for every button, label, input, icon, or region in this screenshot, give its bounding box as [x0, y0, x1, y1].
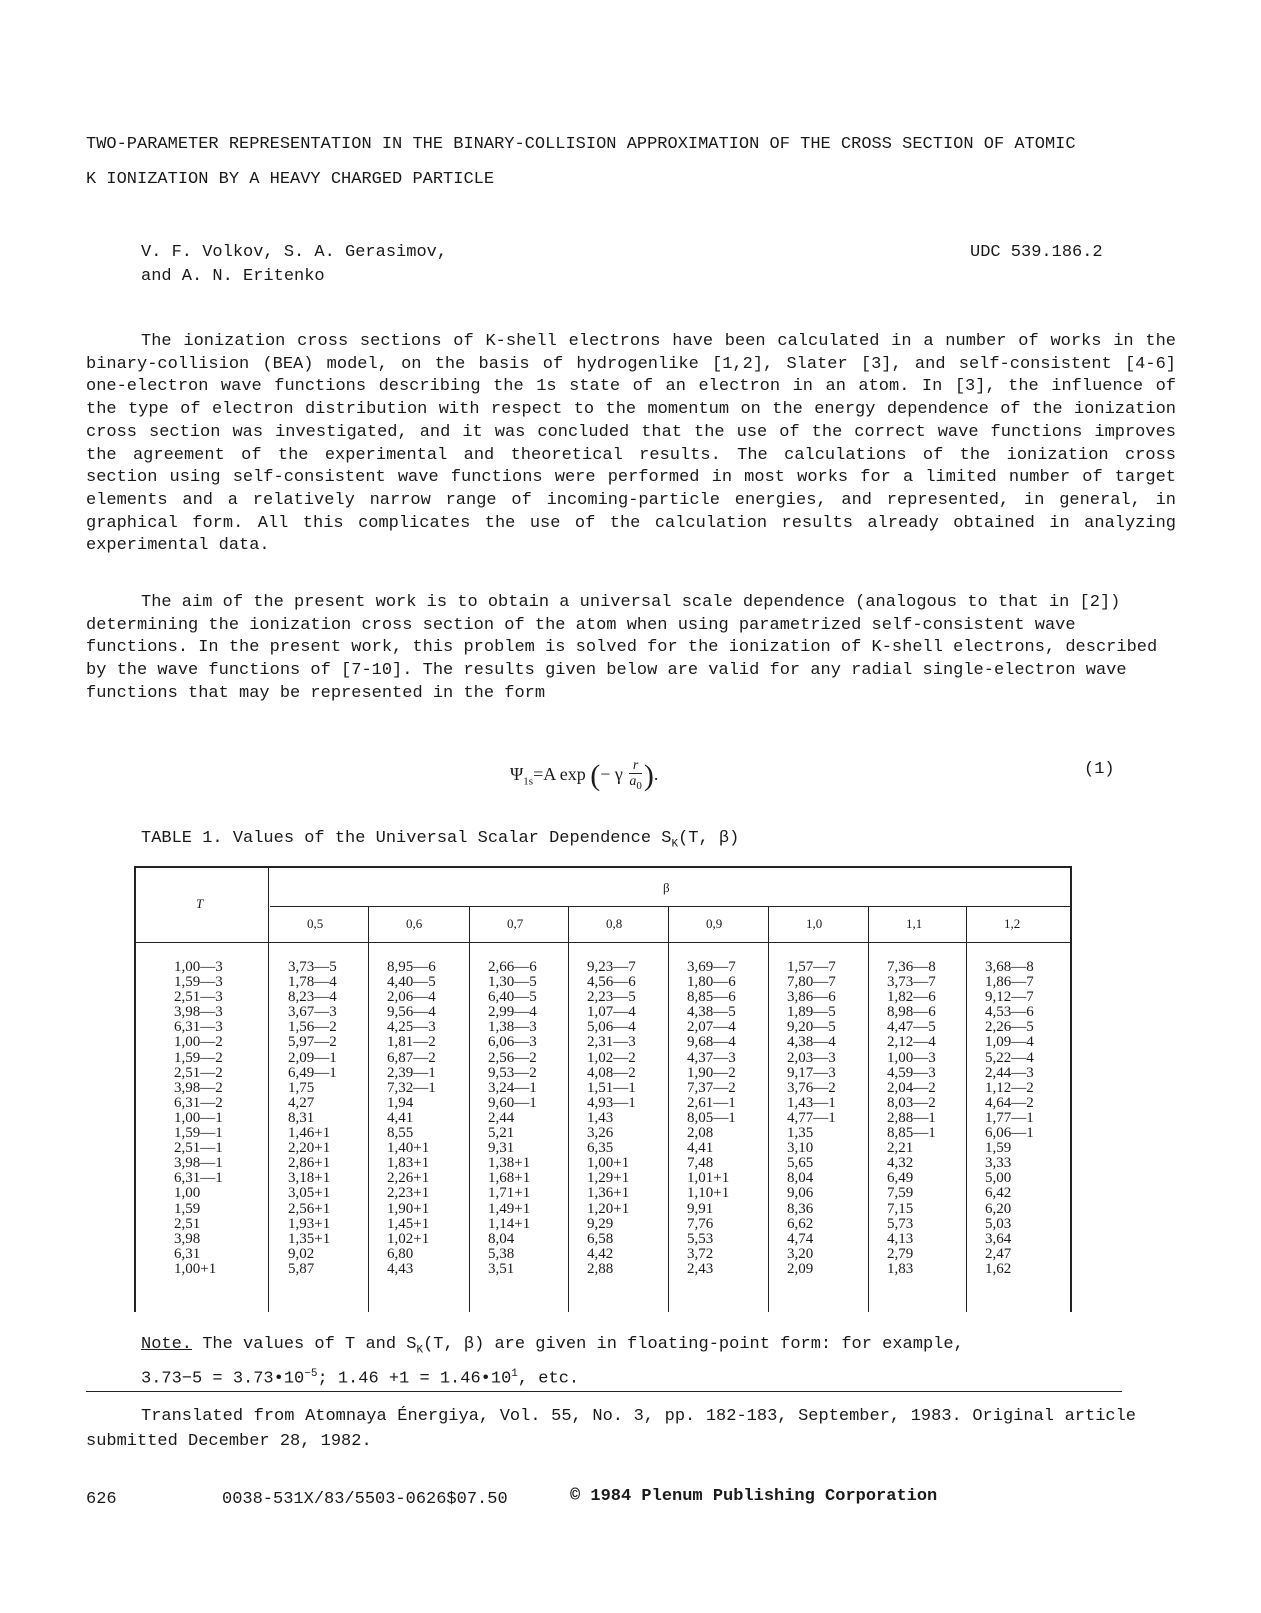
table-cell: 2,61—1 [687, 1094, 736, 1111]
table-cell: 4,38—4 [787, 1034, 836, 1051]
table-cell: 8,98—6 [887, 1004, 936, 1021]
column-divider [568, 906, 569, 1312]
t-value-7: 2,51—2 [174, 1064, 223, 1081]
table-cell: 6,35 [587, 1140, 614, 1157]
table-cell: 1,35+1 [288, 1230, 331, 1247]
table-hline-beta [270, 906, 1070, 907]
table-cell: 4,42 [587, 1245, 614, 1262]
eq-fraction [629, 758, 642, 794]
t-value-17: 2,51 [174, 1215, 201, 1232]
table-cell: 1,59 [985, 1140, 1012, 1157]
table-cell: 1,46+1 [288, 1125, 331, 1142]
table-cell: 9,06 [787, 1185, 814, 1202]
table-cell: 1,90—2 [687, 1064, 736, 1081]
table-hline-header [136, 942, 1070, 943]
table-cell: 9,56—4 [387, 1004, 436, 1021]
authors [141, 241, 447, 289]
table-cell: 2,09—1 [288, 1049, 337, 1066]
table-cell: 3,64 [985, 1230, 1012, 1247]
column-divider [868, 906, 869, 1312]
table-cell: 5,00 [985, 1170, 1012, 1187]
row-header-t: T [196, 896, 204, 911]
table-cell: 4,38—5 [687, 1004, 736, 1021]
table-cell: 5,03 [985, 1215, 1012, 1232]
t-value-14: 6,31—1 [174, 1170, 223, 1187]
table-caption [141, 829, 739, 850]
table-cell: 3,05+1 [288, 1185, 331, 1202]
group-header-beta: β [663, 880, 670, 895]
table-cell: 8,85—6 [687, 989, 736, 1006]
table-cell: 2,47 [985, 1245, 1012, 1262]
udc-code: UDC 539.186.2 [970, 243, 1103, 262]
eq-open-paren: ( [590, 758, 601, 792]
t-value-3: 3,98—3 [174, 1004, 223, 1021]
table-cell: 5,73 [887, 1215, 914, 1232]
table-cell: 5,22—4 [985, 1049, 1034, 1066]
table-cell: 6,06—1 [985, 1125, 1034, 1142]
note-example-2: ; 1.46 +1 = 1.46•10 [317, 1370, 512, 1390]
note-text-1: The values of T and S [192, 1335, 417, 1354]
table-cell: 9,60—1 [488, 1094, 537, 1111]
column-t-values [174, 960, 223, 1277]
table-cell: 3,72 [687, 1245, 714, 1262]
table-cell: 7,48 [687, 1155, 714, 1172]
article-title: TWO-PARAMETER REPRESENTATION IN THE BINARY-COLLISION APPROXIMATION OF THE CROSS SECTION OF ATOMIC K IONIZATION BY A HEAVY CHARGED PARTICLE [86, 135, 1076, 189]
table-cell: 1,57—7 [787, 959, 836, 975]
table-cell: 2,26—5 [985, 1019, 1034, 1036]
table-cell: 2,06—4 [387, 989, 436, 1006]
column-divider [368, 906, 369, 1312]
t-value-11: 1,59—1 [174, 1125, 223, 1142]
table-cell: 3,33 [985, 1155, 1012, 1172]
table-cell: 4,27 [288, 1094, 315, 1111]
t-value-12: 2,51—1 [174, 1140, 223, 1157]
table-cell: 1,80—6 [687, 974, 736, 991]
table-cell: 1,45+1 [387, 1215, 430, 1232]
table-cell: 9,20—5 [787, 1019, 836, 1036]
table-divider-t [268, 868, 269, 1312]
t-value-8: 3,98—2 [174, 1079, 223, 1096]
table-cell: 2,08 [687, 1125, 714, 1142]
table-cell: 3,67—3 [288, 1004, 337, 1021]
table-cell: 5,65 [787, 1155, 814, 1172]
column-header-beta-6: 1,1 [906, 916, 923, 931]
table-cell: 1,68+1 [488, 1170, 531, 1187]
column-header-beta-1: 0,6 [406, 916, 423, 931]
table-cell: 1,43 [587, 1109, 614, 1126]
table-cell: 1,43—1 [787, 1094, 836, 1111]
eq-denominator [629, 774, 642, 794]
paragraph-2-text: The aim of the present work is to obtain a universal scale dependence (analogous to that in [2]) determining the ionization cross section of the atom when using parametrized self-consistent wave functions. In the present work, this problem is solved for the ionization of K-shell electrons, described by the wave functions of [7-10]. The results given below are valid for any radial single-electron wave functions that may be represented in the form [86, 593, 1158, 703]
table-cell: 2,09 [787, 1260, 814, 1277]
table-cell: 6,40—5 [488, 989, 537, 1006]
t-value-10: 1,00—1 [174, 1109, 223, 1126]
table-cell: 1,62 [985, 1260, 1012, 1277]
table-cell: 8,55 [387, 1125, 414, 1142]
column-header-beta-2: 0,7 [507, 916, 524, 931]
table-cell: 2,07—4 [687, 1019, 736, 1036]
table-cell: 1,38+1 [488, 1155, 531, 1172]
table-cell: 1,30—5 [488, 974, 537, 991]
table-cell: 4,13 [887, 1230, 914, 1247]
table-cell: 4,56—6 [587, 974, 636, 991]
eq-psi: Ψ [510, 764, 524, 785]
note-line-2 [141, 1362, 1101, 1392]
table-cell: 5,21 [488, 1125, 515, 1142]
table-cell: 7,36—8 [887, 959, 936, 975]
table-cell: 8,36 [787, 1200, 814, 1217]
table-cell: 3,10 [787, 1140, 814, 1157]
table-cell: 2,26+1 [387, 1170, 430, 1187]
note-example-1-sup: −5 [304, 1368, 318, 1381]
table-cell: 4,77—1 [787, 1109, 836, 1126]
t-value-16: 1,59 [174, 1200, 201, 1217]
footnote-separator [86, 1391, 1122, 1392]
table-cell: 8,23—4 [288, 989, 337, 1006]
column-values-1 [387, 960, 436, 1277]
table-cell: 1,75 [288, 1079, 315, 1096]
table-cell: 1,35 [787, 1125, 814, 1142]
table-cell: 8,85—1 [887, 1125, 936, 1142]
table-cell: 1,29+1 [587, 1170, 630, 1187]
column-values-7 [985, 960, 1034, 1277]
table-cell: 6,87—2 [387, 1049, 436, 1066]
paragraph-1-text: The ionization cross sections of K-shell electrons have been calculated in a number of works in the binary-collision (BEA) model, on the basis of hydrogenlike [1,2], Slater [3], and self-consistent [4-6] one-electron wave functions describing the 1s state of an electron in an atom. In [3], the influence of the type of electron distribution with respect to the momentum on the energy dependence of the ionization cross section was investigated, and it was concluded that the use of the correct wave functions improves the agreement of the experimental and theoretical results. The calculations of the ionization cross section using self-consistent wave functions were performed in most works for a limited number of target elements and a relatively narrow range of incoming-particle energies, and represented, in general, in graphical form. All this complicates the use of the calculation results already obtained in analyzing experimental data. [86, 332, 1176, 556]
table-cell: 1,20+1 [587, 1200, 630, 1217]
table-cell: 6,80 [387, 1245, 414, 1262]
table-cell: 7,15 [887, 1200, 914, 1217]
table-cell: 2,03—3 [787, 1049, 836, 1066]
table-cell: 1,36+1 [587, 1185, 630, 1202]
note-line-1 [141, 1333, 1101, 1362]
table-cell: 3,69—7 [687, 959, 736, 975]
table-cell: 1,94 [387, 1094, 414, 1111]
table-cell: 2,44—3 [985, 1064, 1034, 1081]
table-cell: 1,02+1 [387, 1230, 430, 1247]
table-cell: 9,53—2 [488, 1064, 537, 1081]
table-cell: 3,86—6 [787, 989, 836, 1006]
table-cell: 6,58 [587, 1230, 614, 1247]
column-header-beta-5: 1,0 [806, 916, 823, 931]
paragraph-2 [86, 592, 1176, 706]
table-cell: 5,97—2 [288, 1034, 337, 1051]
table-cell: 4,59—3 [887, 1064, 936, 1081]
column-divider [469, 906, 470, 1312]
table-cell: 4,74 [787, 1230, 814, 1247]
note-example-2-sup: 1 [511, 1368, 518, 1381]
column-values-3 [587, 960, 636, 1277]
table-cell: 4,47—5 [887, 1019, 936, 1036]
table-cell: 1,09—4 [985, 1034, 1034, 1051]
column-header-beta-3: 0,8 [606, 916, 623, 931]
t-value-18: 3,98 [174, 1230, 201, 1247]
table-cell: 1,49+1 [488, 1200, 531, 1217]
table-cell: 9,29 [587, 1215, 614, 1232]
authors-line-1: V. F. Volkov, S. A. Gerasimov, [141, 243, 448, 262]
table-cell: 1,07—4 [587, 1004, 636, 1021]
table-cell: 6,42 [985, 1185, 1012, 1202]
table-cell: 4,40—5 [387, 974, 436, 991]
table-cell: 8,31 [288, 1109, 315, 1126]
table-cell: 2,88 [587, 1260, 614, 1277]
column-values-2 [488, 960, 537, 1277]
t-value-1: 1,59—3 [174, 974, 223, 991]
column-divider [768, 906, 769, 1312]
note-example-1: 3.73−5 = 3.73•10 [141, 1370, 305, 1390]
table-cell: 8,04 [787, 1170, 814, 1187]
translation-text: Translated from Atomnaya Énergiya, Vol. 55, No. 3, pp. 182-183, September, 1983. Original article submitted December 28, 1982. [86, 1407, 1136, 1451]
t-value-6: 1,59—2 [174, 1049, 223, 1066]
table-cell: 6,20 [985, 1200, 1012, 1217]
eq-psi-sub: 1s [523, 775, 534, 788]
column-values-6 [887, 960, 936, 1277]
table-cell: 1,51—1 [587, 1079, 636, 1096]
column-values-5 [787, 960, 836, 1277]
table-cell: 9,23—7 [587, 959, 636, 975]
table-cell: 2,43 [687, 1260, 714, 1277]
eq-den-sub: 0 [636, 779, 642, 792]
column-values-4 [687, 960, 736, 1277]
eq-close-paren: ) [643, 758, 654, 792]
table-cell: 4,32 [887, 1155, 914, 1172]
t-value-13: 3,98—1 [174, 1155, 223, 1172]
table-cell: 9,12—7 [985, 989, 1034, 1006]
table-cell: 6,49—1 [288, 1064, 337, 1081]
table-cell: 3,20 [787, 1245, 814, 1262]
table-cell: 7,59 [887, 1185, 914, 1202]
table-cell: 2,99—4 [488, 1004, 537, 1021]
equation-1 [510, 758, 658, 794]
table-cell: 2,66—6 [488, 959, 537, 975]
table-cell: 1,81—2 [387, 1034, 436, 1051]
table-cell: 2,31—3 [587, 1034, 636, 1051]
paragraph-1 [86, 331, 1176, 558]
t-value-19: 6,31 [174, 1245, 201, 1262]
table-cell: 1,40+1 [387, 1140, 430, 1157]
table-cell: 1,38—3 [488, 1019, 537, 1036]
column-header-beta-4: 0,9 [706, 916, 723, 931]
table-cell: 9,17—3 [787, 1064, 836, 1081]
table-cell: 1,00—3 [887, 1049, 936, 1066]
table-cell: 3,26 [587, 1125, 614, 1142]
table-cell: 4,25—3 [387, 1019, 436, 1036]
equation-number: (1) [1084, 760, 1115, 779]
t-value-4: 6,31—3 [174, 1019, 223, 1036]
table-cell: 9,68—4 [687, 1034, 736, 1051]
table-cell: 3,76—2 [787, 1079, 836, 1096]
table-cell: 2,56+1 [288, 1200, 331, 1217]
table-cell: 6,06—3 [488, 1034, 537, 1051]
table-cell: 2,86+1 [288, 1155, 331, 1172]
table-cell: 1,83 [887, 1260, 914, 1277]
table-cell: 2,23—5 [587, 989, 636, 1006]
page-number: 626 [86, 1490, 117, 1509]
table-cell: 4,64—2 [985, 1094, 1034, 1111]
table-cell: 7,37—2 [687, 1079, 736, 1096]
column-divider [966, 906, 967, 1312]
table-cell: 5,06—4 [587, 1019, 636, 1036]
table-cell: 2,12—4 [887, 1034, 936, 1051]
table-cell: 4,53—6 [985, 1004, 1034, 1021]
note-sub: K [416, 1344, 424, 1357]
note-example-3: , etc. [517, 1370, 580, 1390]
table-cell: 3,68—8 [985, 959, 1034, 975]
table-cell: 4,08—2 [587, 1064, 636, 1081]
note-label: Note. [141, 1335, 193, 1354]
copyright: © 1984 Plenum Publishing Corporation [570, 1487, 938, 1506]
table-cell: 4,41 [687, 1140, 714, 1157]
authors-line-2: and A. N. Eritenko [141, 267, 325, 286]
translation-note [86, 1404, 1136, 1454]
table-cell: 4,43 [387, 1260, 414, 1277]
table-cell: 3,18+1 [288, 1170, 331, 1187]
table-cell: 1,90+1 [387, 1200, 430, 1217]
table-cell: 1,10+1 [687, 1185, 730, 1202]
table-cell: 1,02—2 [587, 1049, 636, 1066]
table-cell: 4,37—3 [687, 1049, 736, 1066]
table-cell: 1,89—5 [787, 1004, 836, 1021]
eq-den-a: a [629, 774, 637, 789]
data-table [134, 866, 1072, 1312]
table-cell: 3,24—1 [488, 1079, 537, 1096]
table-cell: 8,95—6 [387, 959, 436, 975]
table-cell: 5,38 [488, 1245, 515, 1262]
eq-numerator: r [629, 758, 642, 774]
table-cell: 9,02 [288, 1245, 315, 1262]
table-cell: 7,80—7 [787, 974, 836, 991]
t-value-15: 1,00 [174, 1185, 201, 1202]
table-cell: 3,73—5 [288, 959, 337, 975]
table-cell: 1,78—4 [288, 974, 337, 991]
table-cell: 4,41 [387, 1109, 414, 1126]
column-values-0 [288, 960, 337, 1277]
table-cell: 5,53 [687, 1230, 714, 1247]
table-cell: 8,05—1 [687, 1109, 736, 1126]
table-cell: 9,31 [488, 1140, 515, 1157]
table-cell: 2,79 [887, 1245, 914, 1262]
t-value-2: 2,51—3 [174, 989, 223, 1006]
table-cell: 2,04—2 [887, 1079, 936, 1096]
table-cell: 2,21 [887, 1140, 914, 1157]
table-cell: 5,87 [288, 1260, 315, 1277]
table-cell: 7,32—1 [387, 1079, 436, 1096]
eq-tail: . [653, 764, 659, 785]
table-cell: 1,71+1 [488, 1185, 531, 1202]
table-cell: 2,39—1 [387, 1064, 436, 1081]
table-cell: 1,93+1 [288, 1215, 331, 1232]
column-divider [668, 906, 669, 1312]
table-cell: 8,03—2 [887, 1094, 936, 1111]
note-text-2: (T, β) are given in floating-point form: for example, [423, 1335, 964, 1354]
journal-code: 0038-531X/83/5503-0626$07.50 [222, 1490, 508, 1509]
table-cell: 1,56—2 [288, 1019, 337, 1036]
table-cell: 9,91 [687, 1200, 714, 1217]
table-cell: 7,76 [687, 1215, 714, 1232]
table-cell: 3,51 [488, 1260, 515, 1277]
t-value-0: 1,00—3 [174, 959, 223, 975]
column-header-beta-7: 1,2 [1004, 916, 1021, 931]
table-cell: 2,56—2 [488, 1049, 537, 1066]
table-caption-sub: K [671, 838, 679, 851]
eq-minus-gamma: − γ [600, 764, 623, 785]
table-cell: 1,83+1 [387, 1155, 430, 1172]
table-cell: 1,01+1 [687, 1170, 730, 1187]
table-cell: 2,88—1 [887, 1109, 936, 1126]
table-cell: 1,12—2 [985, 1079, 1034, 1096]
table-caption-prefix: TABLE 1. Values of the Universal Scalar Dependence S [141, 829, 672, 848]
table-cell: 4,93—1 [587, 1094, 636, 1111]
table-cell: 3,73—7 [887, 974, 936, 991]
table-note [141, 1333, 1101, 1392]
table-caption-suffix: (T, β) [678, 829, 740, 848]
eq-mid: =A exp [533, 764, 586, 785]
table-cell: 2,44 [488, 1109, 515, 1126]
t-value-20: 1,00+1 [174, 1260, 217, 1277]
column-header-beta-0: 0,5 [307, 916, 324, 931]
table-cell: 2,20+1 [288, 1140, 331, 1157]
table-cell: 1,82—6 [887, 989, 936, 1006]
table-cell: 2,23+1 [387, 1185, 430, 1202]
table-cell: 1,77—1 [985, 1109, 1034, 1126]
t-value-9: 6,31—2 [174, 1094, 223, 1111]
table-cell: 1,14+1 [488, 1215, 531, 1232]
table-cell: 1,00+1 [587, 1155, 630, 1172]
table-cell: 1,86—7 [985, 974, 1034, 991]
table-cell: 6,49 [887, 1170, 914, 1187]
table-cell: 8,04 [488, 1230, 515, 1247]
table-cell: 6,62 [787, 1215, 814, 1232]
t-value-5: 1,00—2 [174, 1034, 223, 1051]
